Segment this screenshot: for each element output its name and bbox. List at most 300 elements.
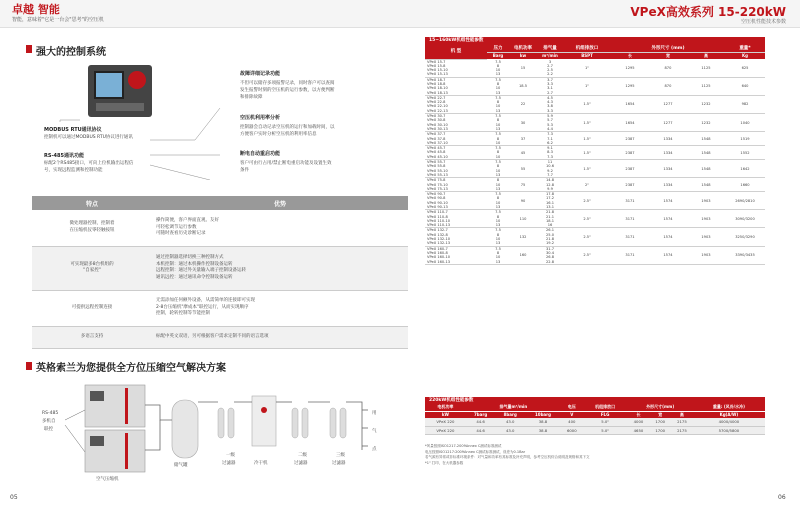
weight-cell — [725, 178, 765, 192]
pressure-cell — [487, 192, 509, 210]
weight-value: 640 — [741, 84, 749, 89]
width-value: 870 — [664, 84, 672, 89]
model-name: VPeX 90-8 — [427, 196, 446, 201]
benefit-cell — [152, 210, 408, 246]
weight-cell — [725, 114, 765, 132]
unit-port: BSPT — [563, 52, 611, 59]
pressure-cell — [487, 210, 509, 228]
flow-value: 4.3 — [547, 100, 553, 105]
flow-cell — [537, 178, 563, 192]
pressure-value: 13 — [495, 90, 501, 95]
t2-cell: 400 — [561, 418, 583, 426]
pressure-value: 13 — [495, 72, 501, 77]
port-cell — [563, 114, 611, 132]
height-value: 1232 — [701, 102, 711, 107]
spec-group-row — [425, 132, 765, 146]
label-link: 联控 — [44, 427, 53, 432]
power-cell — [509, 77, 537, 95]
pressure-value: 8 — [496, 250, 500, 255]
length-value: 1295 — [625, 84, 635, 89]
spec-group-row — [425, 95, 765, 113]
port-value: 1" — [585, 84, 589, 89]
flow-value: 14.8 — [545, 178, 554, 183]
pressure-value: 10 — [495, 154, 501, 159]
pressure-cell — [487, 95, 509, 113]
benefit-line: 本机控制：通过本机操作控制设备运转 — [156, 261, 233, 267]
port-cell — [563, 210, 611, 228]
flow-cell — [537, 146, 563, 160]
flow-value: 18.1 — [545, 218, 554, 223]
section-title-solutions: 英格索兰为您提供全方位压缩空气解决方案 — [36, 363, 226, 374]
label-filter2-b: 过滤器 — [294, 461, 308, 466]
flow-cell — [537, 132, 563, 146]
rs485-desc-1: 标配2个RS485接口，可向上位机输出运程信 — [44, 161, 134, 166]
power-value: 55 — [520, 166, 526, 171]
pressure-value: 10 — [495, 86, 501, 91]
model-name: VPeX 110-10 — [427, 218, 451, 223]
model-name: VPeX 132-8 — [427, 232, 448, 237]
port-value: 1.5" — [583, 120, 591, 125]
feature-row — [32, 210, 408, 246]
label-dryer: 冷干机 — [254, 461, 268, 466]
length-value: 2387 — [625, 166, 635, 171]
width-cell — [649, 192, 687, 210]
label-compressor: 空气压缩机 — [96, 477, 119, 482]
length-cell — [611, 178, 649, 192]
rs485-title: RS-485通讯功能 — [44, 153, 84, 159]
pressure-value: 8 — [496, 63, 500, 68]
t2-h-weight: 重量: (风冷/水冷) — [693, 404, 765, 411]
benefit-line: 通过控制器选择切换三种控制方式 — [156, 255, 224, 260]
flow-value: 5.3 — [547, 122, 553, 127]
fault-desc-3: 和排除故障 — [240, 95, 263, 100]
benefit-line: 无需添加任何额外设备，从需简单的连接即可实现 — [156, 298, 255, 304]
flow-cell — [537, 246, 563, 264]
weight-value: 3250/3290 — [735, 235, 755, 240]
power-cell — [509, 210, 537, 228]
model-name: VPeX 132-13 — [427, 241, 451, 246]
pressure-value: 10 — [495, 104, 501, 109]
power-cell — [509, 246, 537, 264]
flow-value: 30.4 — [545, 250, 554, 255]
pressure-value: 8 — [496, 196, 500, 201]
feature-line: 在压缩机仪零轻触按钮 — [69, 227, 115, 233]
flow-value: 16 — [547, 223, 553, 228]
label-tank: 储气罐 — [174, 463, 188, 468]
port-cell — [563, 95, 611, 113]
height-cell — [687, 146, 725, 160]
flow-value: 3.8 — [547, 104, 553, 109]
feature-cell — [32, 246, 152, 290]
length-value: 3171 — [625, 253, 635, 258]
t2-row — [425, 418, 765, 426]
t2-unit: 7barg — [466, 411, 496, 418]
spec-group-row — [425, 59, 765, 77]
length-cell — [611, 146, 649, 160]
length-value: 3171 — [625, 235, 635, 240]
model-cell — [425, 146, 487, 160]
pressure-value: 7.5 — [495, 228, 501, 233]
col-model: 机 型 — [425, 44, 487, 59]
unit-pressure: Barg — [487, 52, 509, 59]
compressor-icon — [85, 385, 145, 472]
t2-h-port: 机组排放口 — [583, 404, 628, 411]
model-name: VPeX 45-10 — [427, 154, 448, 159]
port-value: 2" — [585, 182, 589, 187]
flow-value: 9.9 — [547, 186, 553, 191]
t2-unit: 高 — [671, 411, 693, 418]
t2-h-flow: 排气量m³/min — [466, 404, 561, 411]
port-value: 2.5" — [583, 253, 591, 258]
power-value: 22 — [520, 102, 526, 107]
model-name: VPeX 55-13 — [427, 172, 448, 177]
air-tank-icon — [172, 400, 198, 458]
pressure-value: 10 — [495, 68, 501, 73]
pressure-value: 8 — [496, 118, 500, 123]
pressure-value: 7.5 — [495, 77, 501, 82]
port-value: 1.5" — [583, 136, 591, 141]
label-multi: 多机自 — [42, 419, 56, 424]
model-name: VPeX 18-8 — [427, 81, 446, 86]
t2-unit: V — [561, 411, 583, 418]
model-name: VPeX 30-8 — [427, 118, 446, 123]
filter-3-icon — [330, 408, 346, 438]
pressure-value: 10 — [495, 182, 501, 187]
flow-value: 12.8 — [545, 182, 554, 187]
height-cell — [687, 192, 725, 210]
port-cell — [563, 178, 611, 192]
col-power: 电机功率 — [509, 44, 537, 52]
weight-value: 1660 — [740, 182, 750, 187]
flow-value: 26.8 — [545, 255, 554, 260]
flow-value: 7.7 — [547, 172, 553, 177]
air-system-diagram — [30, 380, 410, 495]
model-name: VPeX 30-13 — [427, 126, 448, 131]
port-cell — [563, 77, 611, 95]
weight-value: 3090/3200 — [735, 216, 755, 221]
pressure-value: 10 — [495, 218, 501, 223]
model-name: VPeX 15-10 — [427, 68, 448, 73]
weight-cell — [725, 192, 765, 210]
pressure-value: 8 — [496, 164, 500, 169]
rs485-desc-2: 号，实现远程监测和控制功能 — [44, 168, 103, 173]
pressure-value: 13 — [495, 223, 501, 228]
width-cell — [649, 59, 687, 77]
t2-unit: 8barg — [495, 411, 525, 418]
port-value: 1.5" — [583, 150, 591, 155]
length-value: 1654 — [625, 120, 635, 125]
height-cell — [687, 228, 725, 246]
benefit-line: 标配中英文双语，另可根据客户需求定制不同的语言选项 — [156, 333, 269, 339]
fault-desc-2: 发生报警时刻的空压机的运行参数，以方便判断 — [240, 88, 335, 93]
flow-value: 17.8 — [545, 192, 554, 197]
history-desc-2: 方便客户实时分析空压机的利用率信息 — [240, 132, 317, 137]
weight-cell — [725, 160, 765, 178]
pressure-value: 7.5 — [495, 160, 501, 165]
feature-line: 可实现最多8台机组的 — [70, 261, 114, 267]
model-name: VPeX 45-7 — [427, 146, 446, 151]
pressure-value: 7.5 — [495, 210, 501, 215]
t2-cell: 4000 — [628, 418, 650, 426]
power-value: 132 — [519, 235, 527, 240]
unit-weight: Kg — [725, 52, 765, 59]
label-filter2-a: 二级 — [298, 453, 307, 458]
pressure-value: 7.5 — [495, 132, 501, 137]
power-cell — [509, 228, 537, 246]
feature-cell — [32, 290, 152, 326]
model-name: VPeX 45-8 — [427, 150, 446, 155]
width-value: 870 — [664, 66, 672, 71]
flow-value: 3.3 — [547, 108, 553, 113]
flow-value: 25.0 — [545, 232, 554, 237]
model-cell — [425, 228, 487, 246]
width-value: 1334 — [663, 182, 673, 187]
width-value: 1277 — [663, 120, 673, 125]
benefit-line: 2-8台压缩机"摩成本"联控运行，从而实现顺序 — [156, 304, 249, 310]
fault-desc-1: 不但可以储存多项报警记录，同时客户可以查阅 — [240, 81, 335, 86]
t2-cell: 5700/5800 — [693, 426, 765, 434]
width-cell — [649, 132, 687, 146]
length-cell — [611, 210, 649, 228]
t2-h-voltage: 电压 — [561, 404, 583, 411]
flow-value: 9.2 — [547, 168, 553, 173]
length-cell — [611, 192, 649, 210]
model-cell — [425, 114, 487, 132]
t2-cell: 4000/4000 — [693, 418, 765, 426]
model-name: VPeX 15-7 — [427, 59, 446, 64]
model-name: VPeX 110-8 — [427, 214, 448, 219]
col-flow: 排气量 — [537, 44, 563, 52]
section-marker — [26, 45, 32, 53]
t2-h-dims: 外形尺寸(mm) — [628, 404, 693, 411]
feature-header: 特点 — [32, 196, 152, 210]
t2-cell: 2175 — [671, 418, 693, 426]
benefit-line: 可轻松调节运行参数 — [156, 224, 197, 230]
model-name: VPeX 75-13 — [427, 186, 448, 191]
feature-table — [32, 196, 408, 349]
flow-value: 4.5 — [547, 95, 553, 100]
weight-value: 2690/2810 — [735, 198, 755, 203]
unit-width: 宽 — [649, 52, 687, 59]
weight-cell — [725, 246, 765, 264]
power-cell — [509, 160, 537, 178]
model-name: VPeX 160-13 — [427, 259, 451, 264]
width-cell — [649, 114, 687, 132]
power-value: 30 — [520, 120, 526, 125]
pressure-cell — [487, 178, 509, 192]
t2-unit: 10barg — [525, 411, 561, 418]
pressure-value: 8 — [496, 136, 500, 141]
flow-value: 9.1 — [547, 146, 553, 151]
flow-value: 6.2 — [547, 140, 553, 145]
feature-line: 可提供远程控制连接 — [71, 304, 113, 310]
model-name: VPeX 18-10 — [427, 86, 448, 91]
model-name: VPeX 160-8 — [427, 250, 448, 255]
length-cell — [611, 59, 649, 77]
power-cell — [509, 192, 537, 210]
pressure-value: 8 — [496, 232, 500, 237]
port-value: 1" — [585, 66, 589, 71]
model-name: VPeX 55-8 — [427, 164, 446, 169]
power-value: 110 — [519, 216, 527, 221]
length-value: 2387 — [625, 182, 635, 187]
label-filter1-b: 过滤器 — [222, 461, 236, 466]
left-subtitle: 智能，意味着"它是一台会"思考"的空压机 — [12, 17, 104, 23]
power-value: 18.5 — [518, 84, 527, 89]
model-name: VPeX 132-10 — [427, 237, 451, 242]
length-value: 3171 — [625, 198, 635, 203]
t2-unit: FLG — [583, 411, 628, 418]
height-value: 1548 — [701, 150, 711, 155]
height-value: 1548 — [701, 166, 711, 171]
power-value: 37 — [520, 136, 526, 141]
flow-cell — [537, 210, 563, 228]
model-name: VPeX 160-10 — [427, 255, 451, 260]
spec-group-row — [425, 210, 765, 228]
pressure-value: 7.5 — [495, 114, 501, 119]
weight-value: 1552 — [740, 150, 750, 155]
pressure-value: 7.5 — [495, 192, 501, 197]
flow-value: 3.7 — [547, 77, 553, 82]
power-value: 90 — [520, 198, 526, 203]
model-cell — [425, 210, 487, 228]
benefit-cell — [152, 290, 408, 326]
t2-cell: VPeX 220 — [425, 418, 466, 426]
spec-group-row — [425, 192, 765, 210]
spec-group-row — [425, 178, 765, 192]
note-line: *风量按照ISO1217-2009Annex C测试标准测试 — [425, 444, 502, 448]
note-line: 电压按照ISO1217:2009Annex C测试标准测试，误差为0.1Bar — [425, 449, 526, 454]
restart-title: 断电自动重启功能 — [240, 151, 281, 157]
length-cell — [611, 160, 649, 178]
model-cell — [425, 77, 487, 95]
model-name: VPeX 22-10 — [427, 104, 448, 109]
width-cell — [649, 210, 687, 228]
model-cell — [425, 192, 487, 210]
height-value: 1903 — [701, 253, 711, 258]
port-value: 1.5" — [583, 166, 591, 171]
width-value: 1574 — [663, 253, 673, 258]
flow-value: 8.3 — [547, 150, 553, 155]
fault-title: 故障详细记录功能 — [240, 71, 281, 77]
power-value: 15 — [520, 66, 526, 71]
width-cell — [649, 146, 687, 160]
right-title: VPeX高效系列 15-220kW — [630, 5, 786, 19]
flow-value: 4.4 — [547, 126, 553, 131]
model-cell — [425, 59, 487, 77]
model-name: VPeX 132-7 — [427, 228, 448, 233]
width-value: 1334 — [663, 166, 673, 171]
port-value: 2.5" — [583, 235, 591, 240]
t2-cell: 1700 — [649, 418, 671, 426]
label-filter1-a: 一级 — [226, 453, 235, 458]
weight-value: 625 — [741, 66, 749, 71]
weight-cell — [725, 77, 765, 95]
model-name: VPeX 90-13 — [427, 205, 448, 209]
width-value: 1574 — [663, 235, 673, 240]
width-cell — [649, 178, 687, 192]
t2-cell: 43.0 — [495, 418, 525, 426]
pressure-cell — [487, 146, 509, 160]
label-filter3-b: 过滤器 — [332, 461, 346, 466]
model-cell — [425, 160, 487, 178]
height-cell — [687, 178, 725, 192]
note-line: *1" 打印，在大机器参数 — [425, 460, 464, 465]
section-marker-2 — [26, 362, 32, 370]
t2-cell: 43.0 — [495, 426, 525, 434]
weight-cell — [725, 146, 765, 160]
length-value: 1295 — [625, 66, 635, 71]
t2-cell: 2175 — [671, 426, 693, 434]
flow-value: 3 — [548, 59, 552, 64]
pressure-cell — [487, 132, 509, 146]
model-name: VPeX 30-10 — [427, 122, 448, 127]
flow-value: 2.2 — [547, 72, 553, 77]
model-name: VPeX 18-13 — [427, 90, 448, 95]
t2-cell: 38.8 — [525, 426, 561, 434]
unit-height: 高 — [687, 52, 725, 59]
t2-cell: 38.8 — [525, 418, 561, 426]
benefit-line: 控制，轮转控制等节能控制 — [156, 311, 210, 317]
restart-desc-1: 客户可由行占用/禁止断电重启功能及设置生效 — [240, 161, 332, 166]
benefit-header: 优势 — [152, 196, 408, 210]
pressure-value: 10 — [495, 140, 501, 145]
length-value: 3171 — [625, 216, 635, 221]
unit-length: 长 — [611, 52, 649, 59]
pressure-value: 7.5 — [495, 146, 501, 151]
pressure-value: 7.5 — [495, 59, 501, 64]
pressure-value: 10 — [495, 255, 501, 260]
pressure-cell — [487, 114, 509, 132]
restart-desc-2: 条件 — [240, 168, 249, 173]
t2-unit: kW — [425, 411, 466, 418]
model-name: VPeX 55-10 — [427, 168, 448, 173]
pressure-value: 10 — [495, 200, 501, 205]
length-cell — [611, 246, 649, 264]
spec-group-row — [425, 160, 765, 178]
model-name: VPeX 37-10 — [427, 140, 448, 145]
specs-table — [425, 44, 765, 265]
flow-value: 7.3 — [547, 154, 553, 159]
spec-group-row — [425, 228, 765, 246]
t2-cell: 5.0" — [583, 418, 628, 426]
weight-value: 1040 — [740, 120, 750, 125]
height-cell — [687, 95, 725, 113]
flow-value: 21.1 — [545, 214, 554, 219]
feature-line: 微处理器控制，控制着 — [69, 221, 115, 227]
model-name: VPeX 110-7 — [427, 210, 448, 215]
power-value: 45 — [520, 150, 526, 155]
specs-band-2: 220kW机组性能参数 — [425, 397, 765, 404]
t2-cell: 6000 — [561, 426, 583, 434]
filter-1-icon — [218, 408, 234, 438]
power-cell — [509, 178, 537, 192]
pressure-value: 13 — [495, 108, 501, 113]
height-cell — [687, 210, 725, 228]
feature-row — [32, 290, 408, 326]
t2-cell: 4650 — [628, 426, 650, 434]
col-dims: 外形尺寸 (mm) — [611, 44, 725, 52]
spec-notes — [425, 444, 765, 466]
pressure-value: 13 — [495, 259, 501, 264]
label-use-1: 用 — [372, 411, 377, 416]
pressure-value: 7.5 — [495, 95, 501, 100]
weight-cell — [725, 228, 765, 246]
label-use-2: 气 — [372, 429, 377, 434]
height-value: 1125 — [701, 66, 711, 71]
flow-value: 13.1 — [545, 205, 554, 209]
flow-cell — [537, 228, 563, 246]
